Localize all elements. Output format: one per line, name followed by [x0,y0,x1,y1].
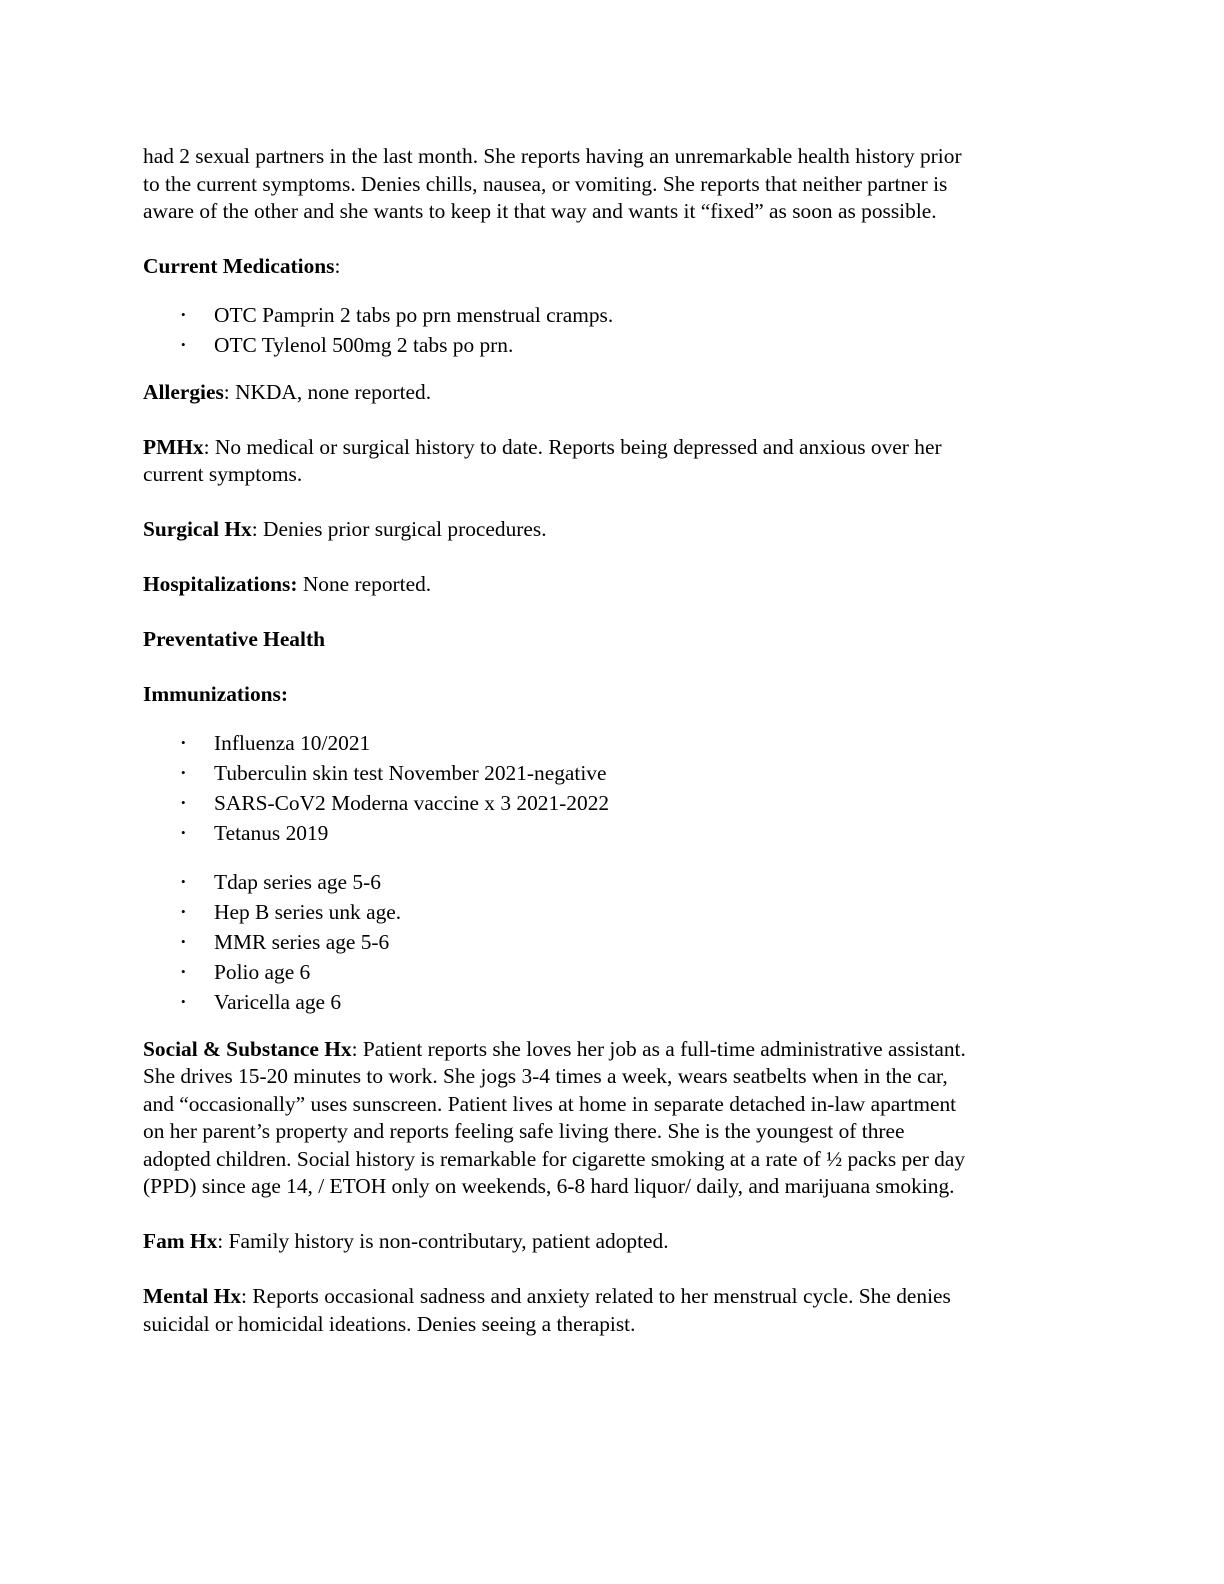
allergies-text: : NKDA, none reported. [223,379,432,404]
hospitalizations-line: Hospitalizations: None reported. [143,572,432,596]
list-item: • Tetanus 2019 [143,818,1063,848]
surgical-line: Surgical Hx: Denies prior surgical procedures. [143,517,547,541]
hospitalizations-label: Hospitalizations: [143,572,298,596]
medications-heading-line [143,253,1063,281]
bullet-icon: • [181,734,186,750]
allergies-label: Allergies [143,379,224,404]
bullet-icon: • [181,824,186,840]
family-line: Fam Hx: Family history is non-contributary, patient adopted. [143,1229,669,1253]
bullet-icon: • [181,993,186,1009]
bullet-icon: • [181,764,186,780]
preventative-heading: Preventative Health [143,627,325,651]
intro-line-3: aware of the other and she wants to keep it that way and wants it “fixed” as soon as possible. [143,199,937,223]
immunizations-list-1 [143,728,1063,848]
social-label: Social & Substance Hx [143,1036,352,1061]
list-item: • Tdap series age 5-6 [143,867,1063,897]
document-page [143,143,1063,1338]
bullet-icon: • [181,933,186,949]
surgical-label: Surgical Hx [143,517,252,541]
list-item: • OTC Pamprin 2 tabs po prn menstrual cramps. [143,300,1063,330]
medications-list [143,300,1063,360]
bullet-icon: • [181,963,186,979]
intro-paragraph [143,143,1063,226]
social-paragraph: Social & Substance Hx: Patient reports she loves her job as a full-time administrative assistant. She drives 15-20 minutes to work. She jogs 3-4 times a week, wears seatbelts when in the car, and “occasionally” uses sunscreen. Patient lives at home in separate detached in-law apartment on her parent’s property and reports feeling safe living there. She is the youngest of three adopted children. Social history is remarkable for cigarette smoking at a rate of ½ packs per day (PPD) since age 14, / ETOH only on weekends, 6-8 hard liquor/ daily, and marijuana smoking. [143,1036,966,1198]
list-item: • MMR series age 5-6 [143,927,1063,957]
list-item: • Tuberculin skin test November 2021-negative [143,758,1063,788]
immunizations-heading: Immunizations: [143,682,288,706]
mental-paragraph: Mental Hx: Reports occasional sadness and anxiety related to her menstrual cycle. She denies suicidal or homicidal ideations. Denies seeing a therapist. [143,1284,951,1336]
medications-heading: Current Medications [143,254,335,278]
intro-line-2: to the current symptoms. Denies chills, nausea, or vomiting. She reports that neither partner is [143,171,948,196]
list-item: • Hep B series unk age. [143,897,1063,927]
bullet-icon: • [181,336,186,352]
bullet-icon: • [181,794,186,810]
immunizations-list-2 [143,867,1063,1017]
list-item: • Influenza 10/2021 [143,728,1063,758]
mental-label: Mental Hx [143,1284,242,1308]
family-label: Fam Hx [143,1229,218,1253]
allergies-line [143,379,1063,407]
list-item: • SARS-CoV2 Moderna vaccine x 3 2021-2022 [143,788,1063,818]
medications-colon: : [334,254,341,278]
list-item: • OTC Tylenol 500mg 2 tabs po prn. [143,330,1063,360]
pmhx-paragraph: PMHx: No medical or surgical history to date. Reports being depressed and anxious over her current symptoms. [143,434,942,486]
list-item: • Polio age 6 [143,957,1063,987]
pmhx-label: PMHx [143,434,204,459]
bullet-icon: • [181,873,186,889]
intro-line-1: had 2 sexual partners in the last month. She reports having an unremarkable health history prior [143,144,962,168]
list-item: • Varicella age 6 [143,987,1063,1017]
bullet-icon: • [181,903,186,919]
bullet-icon: • [181,306,186,322]
